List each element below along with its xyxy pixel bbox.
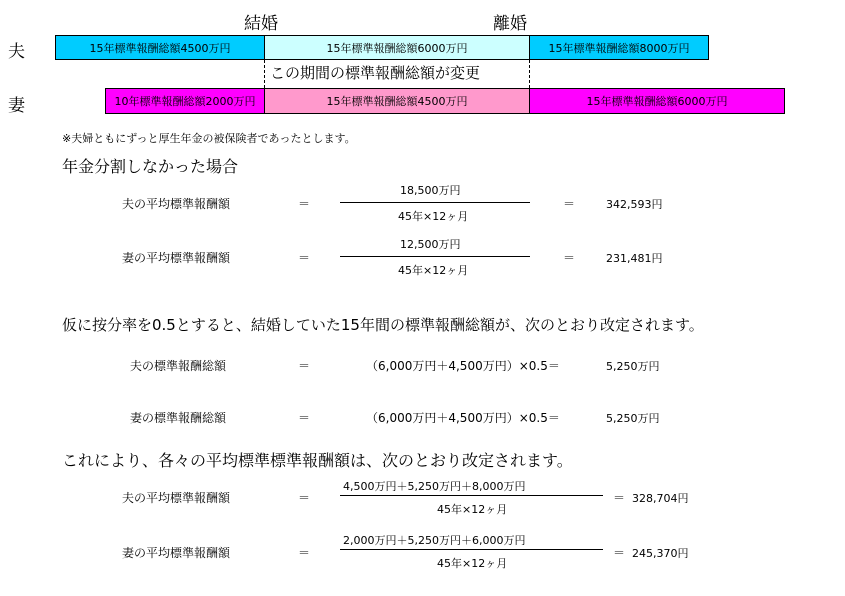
s2-row2-equals: ＝ bbox=[298, 411, 311, 425]
s1-row1-label: 夫の平均標準報酬額 bbox=[122, 197, 231, 211]
divorce-label: 離婚 bbox=[493, 14, 527, 34]
s3-row1-denominator: 45年×12ヶ月 bbox=[437, 503, 508, 516]
s2-row1-label: 夫の標準報酬総額 bbox=[130, 359, 227, 373]
footnote: ※夫婦ともにずっと厚生年金の被保険者であったとします。 bbox=[62, 132, 356, 145]
s3-row2-fraction-line bbox=[340, 549, 603, 550]
husband-bar-after: 15年標準報酬総額8000万円 bbox=[529, 35, 709, 60]
s3-row1-equals: ＝ bbox=[298, 491, 311, 505]
s1-row1-fraction-line bbox=[340, 202, 530, 203]
s1-row2-numerator: 12,500万円 bbox=[400, 238, 461, 251]
s2-row1-result: 5,250万円 bbox=[606, 360, 660, 373]
s3-row1-equals2: ＝ bbox=[613, 491, 626, 505]
wife-bar-before: 10年標準報酬総額2000万円 bbox=[105, 88, 265, 114]
section2-heading: 仮に按分率を0.5とすると、結婚していた15年間の標準報酬総額が、次のとおり改定されます。 bbox=[62, 316, 704, 334]
s2-row2-label: 妻の標準報酬総額 bbox=[130, 411, 227, 425]
s3-row2-label: 妻の平均標準報酬額 bbox=[122, 546, 231, 560]
s2-row2-result: 5,250万円 bbox=[606, 412, 660, 425]
s3-row2-result: 245,370円 bbox=[632, 547, 689, 560]
s3-row1-result: 328,704円 bbox=[632, 492, 689, 505]
s2-row1-formula: （6,000万円＋4,500万円）×0.5＝ bbox=[366, 359, 560, 373]
s3-row1-fraction-line bbox=[340, 495, 603, 496]
section1-heading: 年金分割しなかった場合 bbox=[62, 157, 239, 176]
wife-label: 妻 bbox=[8, 96, 25, 116]
s1-row1-result: 342,593円 bbox=[606, 198, 663, 211]
divorce-divider bbox=[529, 60, 530, 88]
s1-row1-equals: ＝ bbox=[298, 197, 311, 211]
marriage-divider bbox=[264, 60, 265, 88]
s3-row1-label: 夫の平均標準報酬額 bbox=[122, 491, 231, 505]
wife-bar-married: 15年標準報酬総額4500万円 bbox=[264, 88, 530, 114]
s3-row2-equals: ＝ bbox=[298, 546, 311, 560]
s1-row2-fraction-line bbox=[340, 256, 530, 257]
s1-row1-equals2: ＝ bbox=[563, 197, 576, 211]
husband-label: 夫 bbox=[8, 42, 25, 62]
s3-row1-numerator: 4,500万円＋5,250万円＋8,000万円 bbox=[343, 480, 526, 493]
s1-row2-denominator: 45年×12ヶ月 bbox=[398, 264, 469, 277]
marriage-label: 結婚 bbox=[244, 14, 278, 34]
s1-row2-result: 231,481円 bbox=[606, 252, 663, 265]
s1-row1-denominator: 45年×12ヶ月 bbox=[398, 210, 469, 223]
husband-bar-married: 15年標準報酬総額6000万円 bbox=[264, 35, 530, 60]
wife-bar-after: 15年標準報酬総額6000万円 bbox=[529, 88, 785, 114]
s3-row2-equals2: ＝ bbox=[613, 546, 626, 560]
s1-row2-equals: ＝ bbox=[298, 251, 311, 265]
s2-row1-equals: ＝ bbox=[298, 359, 311, 373]
s1-row1-numerator: 18,500万円 bbox=[400, 184, 461, 197]
s1-row2-equals2: ＝ bbox=[563, 251, 576, 265]
section3-heading: これにより、各々の平均標準標準報酬額は、次のとおり改定されます。 bbox=[62, 451, 573, 470]
s3-row2-denominator: 45年×12ヶ月 bbox=[437, 557, 508, 570]
s2-row2-formula: （6,000万円＋4,500万円）×0.5＝ bbox=[366, 411, 560, 425]
period-note: この期間の標準報酬総額が変更 bbox=[270, 64, 481, 82]
s3-row2-numerator: 2,000万円＋5,250万円＋6,000万円 bbox=[343, 534, 526, 547]
s1-row2-label: 妻の平均標準報酬額 bbox=[122, 251, 231, 265]
husband-bar-before: 15年標準報酬総額4500万円 bbox=[55, 35, 265, 60]
